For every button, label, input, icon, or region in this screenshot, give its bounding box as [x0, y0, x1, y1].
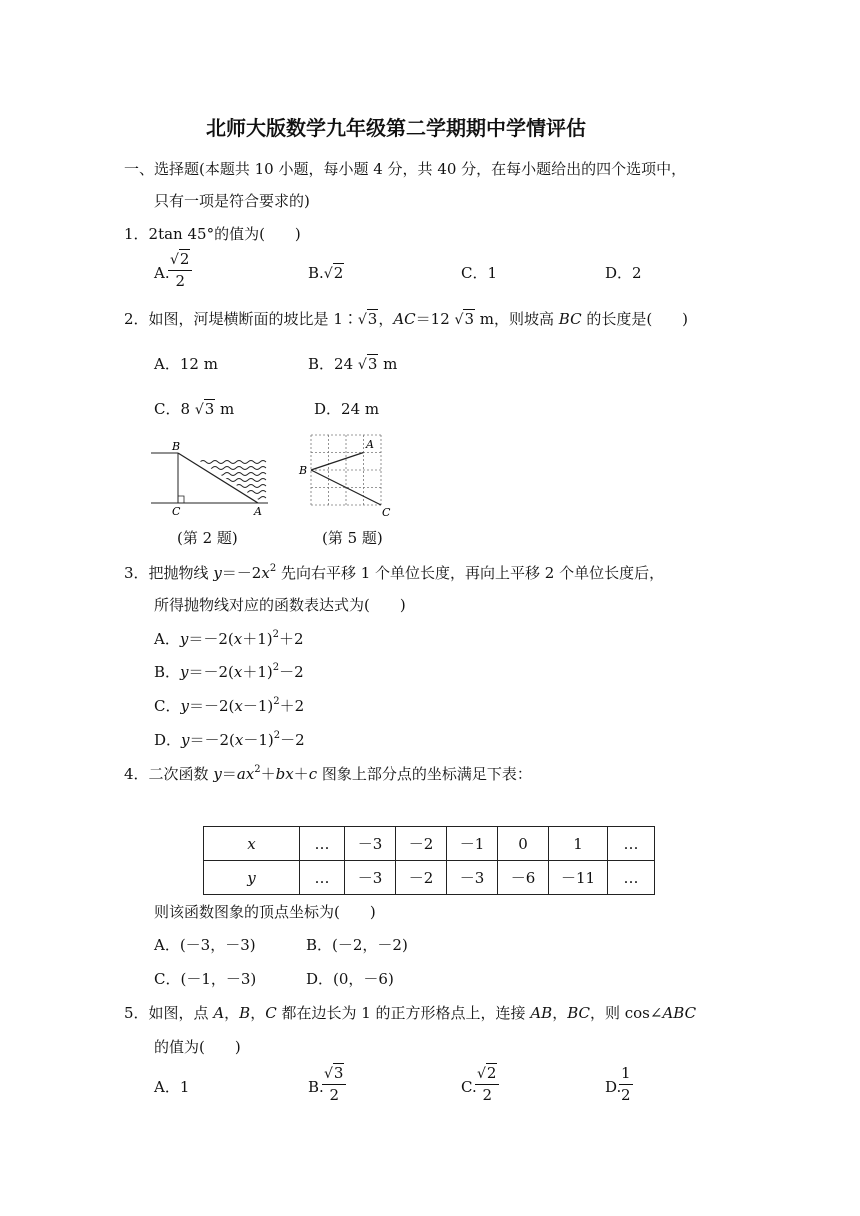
q5-option-c-fraction: $\frac{√2}{2}$ [475, 1066, 499, 1103]
q3-option-c: C．$y=-2(x-1)^2+2$ [154, 696, 305, 715]
q1-option-b: B.√2 [308, 264, 344, 282]
figure-q5-caption: (第 5 题) [322, 529, 383, 547]
label-c: C [382, 506, 391, 519]
table-row-x: x … －3 －2 －1 0 1 … [204, 827, 655, 861]
q2-option-c: C．8 √3 m [154, 400, 235, 418]
right-angle-mark [178, 496, 184, 503]
q3-option-b: B．$y=-2(x+1)^2-2$ [154, 662, 304, 681]
q1-option-a-fraction: $\frac{√2}{2}$ [168, 252, 192, 289]
q1-option-d: D．2 [605, 264, 642, 282]
q2-option-d: D．24 m [314, 400, 380, 418]
slope-line [178, 453, 258, 503]
q4-option-b: B．(－2，－2) [306, 936, 408, 954]
q5-option-c-label: C. [461, 1078, 477, 1096]
q3-stem-line2: 所得抛物线对应的函数表达式为( ) [154, 596, 406, 614]
q3-stem: 3．把抛物线 $y=-2x^2$ 先向右平移 1 个单位长度，再向上平移 2 个单位长度后， [124, 563, 665, 582]
q5-stem: 5．如图，点 A，B，C 都在边长为 1 的正方形格点上，连接 AB，BC，则 cos∠ABC [124, 1004, 697, 1022]
page-title: 北师大版数学九年级第二学期期中学情评估 [206, 116, 586, 140]
q2-option-b: B．24 √3 m [308, 355, 398, 373]
figure-q2-caption: (第 2 题) [177, 529, 238, 547]
section-header-line2: 只有一项是符合要求的) [154, 192, 310, 210]
q1-stem: 1．2tan 45°的值为( ) [124, 225, 301, 243]
q5-option-d-fraction: $\frac{1}{2}$ [621, 1064, 631, 1104]
label-a: A [366, 438, 374, 451]
q4-option-d: D．(0，－6) [306, 970, 394, 988]
q5-option-a: A．1 [154, 1078, 190, 1096]
section-header-line1: 一、选择题(本题共 10 小题，每小题 4 分，共 40 分，在每小题给出的四个选项中， [124, 160, 687, 178]
q5-option-b-fraction: $\frac{√3}{2}$ [322, 1066, 346, 1103]
sqrt-symbol: √3 [324, 1064, 344, 1082]
q5-stem-line2: 的值为( ) [154, 1038, 241, 1056]
q4-option-a: A．(－3，－3) [154, 936, 256, 954]
sqrt-symbol: √2 [477, 1064, 497, 1082]
label-b: B [172, 440, 181, 453]
q4-option-c: C．(－1，－3) [154, 970, 257, 988]
sqrt-symbol: √2 [170, 250, 190, 268]
label-a: A [254, 505, 262, 518]
label-b: B [299, 464, 308, 477]
q1-option-c: C．1 [461, 264, 498, 282]
q2-stem: 2．如图，河堤横断面的坡比是 1∶√3，AC＝12 √3 m，则坡高 BC 的长度是( ) [124, 310, 689, 328]
table-row-y: y … －3 －2 －3 －6 －11 … [204, 861, 655, 895]
q5-option-d-label: D. [605, 1078, 622, 1096]
q3-option-d: D．$y=-2(x-1)^2-2$ [154, 730, 305, 749]
figure-q2-embankment [148, 440, 273, 518]
q3-option-a: A．$y=-2(x+1)^2+2$ [154, 629, 304, 648]
q4-stem: 4．二次函数 $y=ax^2+bx+c$ 图象上部分点的坐标满足下表： [124, 764, 532, 783]
q5-option-b-label: B. [308, 1078, 324, 1096]
segment-ab [311, 453, 364, 471]
figure-q5-grid [296, 430, 400, 522]
q4-question: 则该函数图象的顶点坐标为( ) [154, 903, 376, 921]
q4-value-table [203, 826, 655, 895]
label-c: C [172, 505, 181, 518]
q1-option-a-label: A. [154, 264, 170, 282]
q2-option-a: A．12 m [154, 355, 218, 373]
